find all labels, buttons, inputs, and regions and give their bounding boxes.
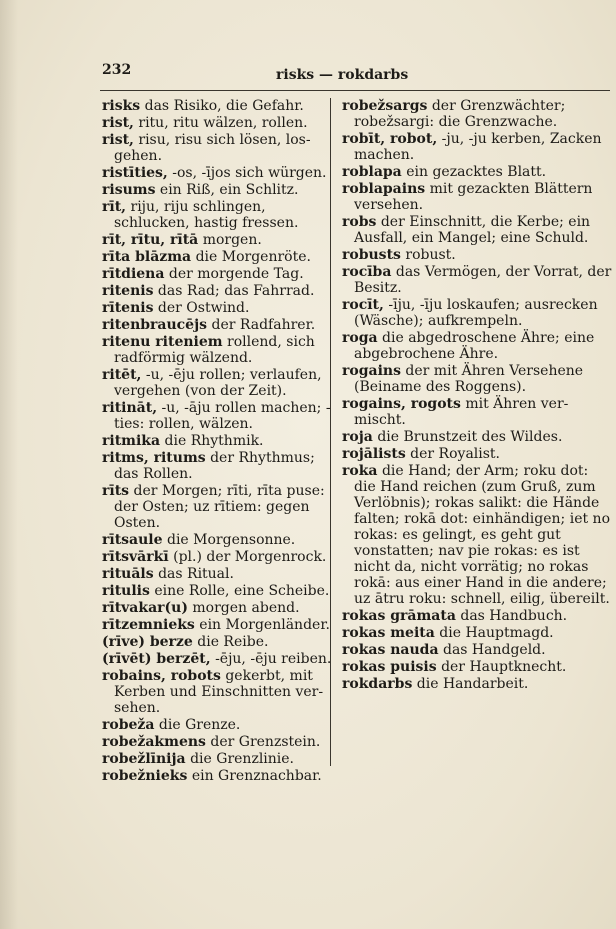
dictionary-entry bbox=[102, 367, 332, 399]
entry-headword: rīta blāzma bbox=[102, 249, 192, 265]
entry-headword: rokas puisis bbox=[342, 659, 437, 675]
dictionary-entry bbox=[102, 549, 332, 565]
dictionary-entry bbox=[102, 400, 332, 432]
entry-definition: das Risiko, die Gefahr. bbox=[144, 98, 304, 114]
entry-definition: mit Ähren vermischt. bbox=[354, 396, 569, 428]
dictionary-entry bbox=[102, 768, 332, 784]
entry-definition: -ju, -ju kerben, Zacken machen. bbox=[354, 131, 602, 163]
entry-definition: -os, -ījos sich würgen. bbox=[172, 165, 327, 181]
dictionary-entry bbox=[342, 446, 612, 462]
entry-definition: morgen. bbox=[202, 232, 262, 248]
dictionary-entry bbox=[102, 132, 332, 164]
dictionary-entry bbox=[342, 214, 612, 246]
entry-definition: der Hauptknecht. bbox=[441, 659, 567, 675]
entry-definition: die Reibe. bbox=[197, 634, 269, 650]
entry-headword: roga bbox=[342, 330, 378, 346]
running-head: risks — rokdarbs bbox=[276, 67, 409, 83]
right-column bbox=[342, 98, 612, 693]
dictionary-entry bbox=[342, 608, 612, 624]
entry-definition: riju, riju schlingen, schlucken, hastig fressen. bbox=[114, 199, 299, 231]
dictionary-entry bbox=[102, 232, 332, 248]
entry-definition: -u, -ēju rollen; verlaufen, vergehen (von der Zeit). bbox=[114, 367, 322, 399]
entry-headword: robežsargs bbox=[342, 98, 428, 114]
entry-definition: die Morgenröte. bbox=[195, 249, 311, 265]
entry-definition: die abgedroschene Ähre; eine abgebrochene Ähre. bbox=[354, 330, 595, 362]
entry-headword: ritenis bbox=[102, 283, 154, 299]
dictionary-entry bbox=[102, 182, 332, 198]
entry-definition: (pl.) der Morgenrock. bbox=[173, 549, 327, 565]
entry-headword: roblapa bbox=[342, 164, 402, 180]
entry-definition: morgen abend. bbox=[192, 600, 300, 616]
entry-definition: ritu, ritu wälzen, rollen. bbox=[138, 115, 308, 131]
dictionary-entry bbox=[342, 625, 612, 641]
dictionary-entry bbox=[342, 676, 612, 692]
entry-definition: ein Riß, ein Schlitz. bbox=[159, 182, 299, 198]
page-edge-shadow bbox=[0, 0, 18, 929]
entry-definition: ein gezacktes Blatt. bbox=[406, 164, 547, 180]
dictionary-entry bbox=[102, 634, 332, 650]
dictionary-entry bbox=[102, 249, 332, 265]
entry-headword: robežnieks bbox=[102, 768, 188, 784]
dictionary-entry bbox=[342, 131, 612, 163]
entry-definition: die Rhythmik. bbox=[164, 433, 264, 449]
dictionary-entry bbox=[102, 300, 332, 316]
entry-headword: rīts bbox=[102, 483, 130, 499]
entry-definition: rollend, sich radförmig wälzend. bbox=[114, 334, 315, 366]
dictionary-entry bbox=[102, 668, 332, 716]
dictionary-entry bbox=[342, 247, 612, 263]
entry-headword: rīt, bbox=[102, 199, 127, 215]
entry-headword: (rīve) berze bbox=[102, 634, 193, 650]
entry-headword: robežakmens bbox=[102, 734, 206, 750]
entry-definition: die Hand; der Arm; roku dot: die Hand reichen (zum Gruß, zum Verlöbnis); rokas salikt: die Hände falten; rokā dot: einhändigen; iet no rokas: es gelingt, es geht gut vonstatten; nav pie rokas: es ist nicht da, nicht vorrätig; no rokas rokā: aus einer Hand in die andere; uz ātru roku: schnell, eilig, übereilt. bbox=[354, 463, 610, 607]
dictionary-entry bbox=[102, 199, 332, 231]
dictionary-entry bbox=[102, 165, 332, 181]
dictionary-entry bbox=[102, 98, 332, 114]
dictionary-entry bbox=[342, 181, 612, 213]
dictionary-entry bbox=[102, 115, 332, 131]
dictionary-entry bbox=[342, 642, 612, 658]
entry-headword: rītenis bbox=[102, 300, 154, 316]
dictionary-entry bbox=[102, 532, 332, 548]
entry-headword: ritms, ritums bbox=[102, 450, 206, 466]
dictionary-entry bbox=[102, 450, 332, 482]
entry-headword: robežlīnija bbox=[102, 751, 186, 767]
entry-headword: (rīvēt) berzēt, bbox=[102, 651, 211, 667]
entry-headword: rītsvārkī bbox=[102, 549, 169, 565]
dictionary-entry bbox=[342, 396, 612, 428]
entry-headword: rīt, rītu, rītā bbox=[102, 232, 199, 248]
dictionary-entry bbox=[102, 433, 332, 449]
entry-headword: rogains, rogots bbox=[342, 396, 461, 412]
entry-headword: roblapains bbox=[342, 181, 426, 197]
dictionary-entry bbox=[102, 483, 332, 531]
dictionary-entry bbox=[102, 266, 332, 282]
entry-headword: rītdiena bbox=[102, 266, 165, 282]
entry-definition: -īju, -īju loskaufen; ausrecken (Wäsche); aufkrempeln. bbox=[354, 297, 598, 329]
entry-headword: rokas meita bbox=[342, 625, 435, 641]
entry-headword: risums bbox=[102, 182, 156, 198]
entry-definition: der Grenzwächter; robežsargi: die Grenzwache. bbox=[354, 98, 566, 130]
entry-headword: rītvakar(u) bbox=[102, 600, 188, 616]
dictionary-entry bbox=[102, 600, 332, 616]
dictionary-entry bbox=[342, 363, 612, 395]
dictionary-entry bbox=[102, 334, 332, 366]
dictionary-entry bbox=[102, 583, 332, 599]
dictionary-entry bbox=[342, 463, 612, 607]
entry-headword: rist, bbox=[102, 132, 134, 148]
page-header bbox=[100, 62, 610, 92]
dictionary-entry bbox=[102, 566, 332, 582]
entry-definition: die Grenze. bbox=[158, 717, 241, 733]
entry-headword: rist, bbox=[102, 115, 134, 131]
dictionary-entry bbox=[342, 297, 612, 329]
entry-definition: die Morgensonne. bbox=[166, 532, 296, 548]
entry-definition: die Brunstzeit des Wildes. bbox=[377, 429, 563, 445]
dictionary-entry bbox=[102, 651, 332, 667]
entry-headword: roja bbox=[342, 429, 373, 445]
dictionary-entry bbox=[342, 264, 612, 296]
entry-headword: rojālists bbox=[342, 446, 406, 462]
entry-headword: rokas grāmata bbox=[342, 608, 456, 624]
entry-headword: roka bbox=[342, 463, 378, 479]
entry-definition: -ēju, -ēju reiben. bbox=[215, 651, 332, 667]
entry-headword: rogains bbox=[342, 363, 401, 379]
entry-definition: das Rad; das Fahrrad. bbox=[157, 283, 315, 299]
dictionary-entry bbox=[342, 330, 612, 362]
entry-headword: rokas nauda bbox=[342, 642, 439, 658]
entry-definition: ein Grenznachbar. bbox=[191, 768, 322, 784]
entry-headword: ritenbraucējs bbox=[102, 317, 208, 333]
page-number: 232 bbox=[102, 62, 132, 78]
entry-headword: rocība bbox=[342, 264, 392, 280]
entry-definition: das Handgeld. bbox=[442, 642, 546, 658]
dictionary-entry bbox=[102, 734, 332, 750]
entry-headword: ritmika bbox=[102, 433, 161, 449]
entry-definition: robust. bbox=[405, 247, 456, 263]
dictionary-entry bbox=[102, 317, 332, 333]
entry-definition: der Ostwind. bbox=[157, 300, 250, 316]
entry-definition: ein Morgenländer. bbox=[199, 617, 330, 633]
entry-headword: robains, robots bbox=[102, 668, 221, 684]
entry-definition: -u, -āju rollen machen; -ties: rollen, wälzen. bbox=[114, 400, 331, 432]
entry-definition: der Rhythmus; das Rollen. bbox=[114, 450, 315, 482]
dictionary-entry bbox=[102, 751, 332, 767]
entry-definition: das Handbuch. bbox=[460, 608, 568, 624]
dictionary-entry bbox=[342, 659, 612, 675]
entry-headword: robs bbox=[342, 214, 377, 230]
entry-definition: der Radfahrer. bbox=[211, 317, 316, 333]
entry-definition: der Royalist. bbox=[410, 446, 501, 462]
entry-definition: gekerbt, mit Kerben und Einschnitten versehen. bbox=[114, 668, 324, 716]
dictionary-entry bbox=[342, 98, 612, 130]
entry-definition: das Vermögen, der Vorrat, der Besitz. bbox=[354, 264, 612, 296]
dictionary-entry bbox=[102, 617, 332, 633]
entry-definition: die Grenzlinie. bbox=[190, 751, 295, 767]
entry-headword: rītzemnieks bbox=[102, 617, 195, 633]
entry-headword: robusts bbox=[342, 247, 401, 263]
entry-definition: der morgende Tag. bbox=[168, 266, 304, 282]
dictionary-entry bbox=[102, 717, 332, 733]
entry-headword: robīt, robot, bbox=[342, 131, 438, 147]
left-column bbox=[102, 98, 332, 785]
entry-definition: eine Rolle, eine Scheibe. bbox=[154, 583, 330, 599]
dictionary-entry bbox=[102, 283, 332, 299]
entry-headword: ristīties, bbox=[102, 165, 168, 181]
entry-headword: rocīt, bbox=[342, 297, 384, 313]
entry-headword: ritēt, bbox=[102, 367, 142, 383]
entry-definition: die Hauptmagd. bbox=[439, 625, 554, 641]
entry-definition: der mit Ähren Versehene (Beiname des Roggens). bbox=[354, 363, 584, 395]
entry-headword: ritulis bbox=[102, 583, 150, 599]
entry-definition: der Grenzstein. bbox=[210, 734, 321, 750]
entry-headword: rokdarbs bbox=[342, 676, 413, 692]
entry-headword: rītsaule bbox=[102, 532, 163, 548]
entry-definition: der Einschnitt, die Kerbe; ein Ausfall, ein Mangel; eine Schuld. bbox=[354, 214, 591, 246]
entry-definition: risu, risu sich lösen, losgehen. bbox=[114, 132, 311, 164]
entry-definition: der Morgen; rīti, rīta puse: der Osten; uz rītiem: gegen Osten. bbox=[114, 483, 325, 531]
column-divider bbox=[330, 98, 331, 766]
entry-headword: ritenu riteniem bbox=[102, 334, 223, 350]
dictionary-entry bbox=[342, 164, 612, 180]
dictionary-entry bbox=[342, 429, 612, 445]
entry-headword: robeža bbox=[102, 717, 155, 733]
entry-headword: risks bbox=[102, 98, 141, 114]
header-rule bbox=[100, 90, 610, 91]
entry-headword: rituāls bbox=[102, 566, 154, 582]
entry-definition: die Handarbeit. bbox=[416, 676, 529, 692]
entry-headword: ritināt, bbox=[102, 400, 158, 416]
entry-definition: mit gezackten Blättern versehen. bbox=[354, 181, 593, 213]
entry-definition: das Ritual. bbox=[158, 566, 234, 582]
